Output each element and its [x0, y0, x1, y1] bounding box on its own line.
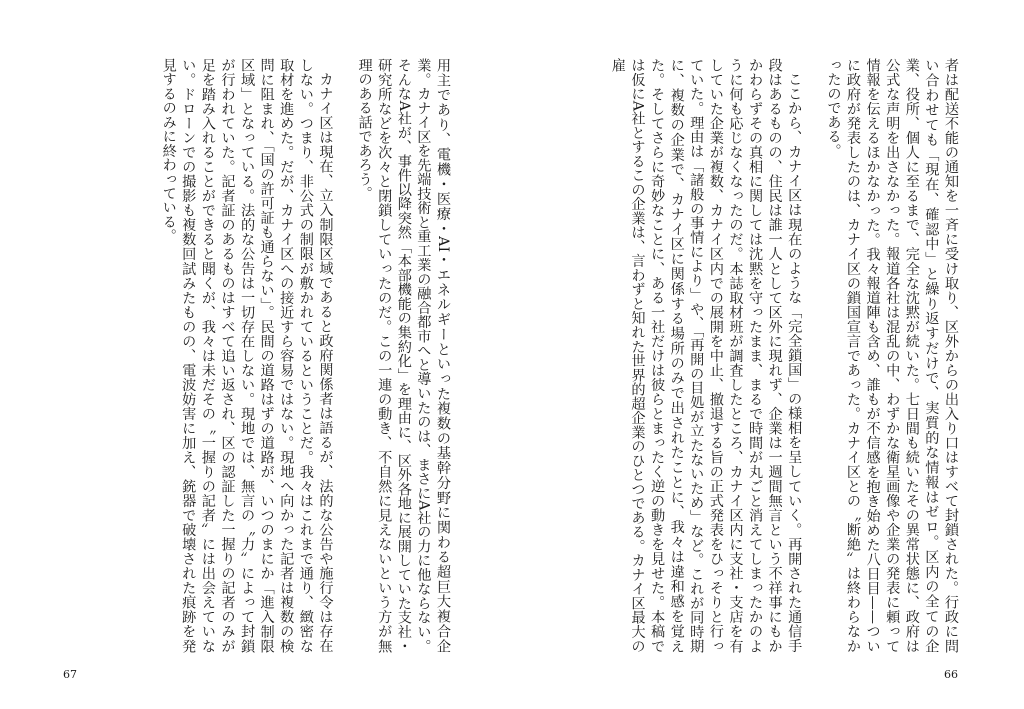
page-number-right: 66	[944, 668, 958, 681]
left-paragraph-2: カナイ区は現在、立入制限区域であると政府関係者は語るが、法的な公告や施行令は存在しない。つまり、非公式の制限が敷かれているということだ。我々はこれまで通り、緻密な取材を進めた。だが、カナイ区への接近すら容易ではない。現地へ向かった記者は複数の検問に阻まれ、「国の許可証も通らない」。民間の道路はずの道路が、いつのまにか「進入制限区域」となっている。法的な公告は一切存在しない。現地では、無言の〝力〟によって封鎖が行われていた。記者証のあるものはすべて追い返され、区の認証した一握りの記者のみが足を踏み入れることができると聞くが、我々は未だその〝一握りの記者〟には出会えていない。ドローンでの撮影も複数回試みたものの、電波妨害に加え、銃器で破壊された痕跡を発見するのみに終わっている。	[160, 58, 334, 653]
right-page	[512, 0, 1024, 709]
right-paragraph-1: 者は配送不能の通知を一斉に受け取り、区外からの出入り口はすべて封鎖された。行政に問い合わせても「現在、確認中」と繰り返すだけで、実質的な情報はゼロ。区内の全ての企業、役所、個人に至るまで、完全な沈黙が続いた。七日間も続いたその異常状態に、政府は公式な声明を出さなかった。報道各社は混乱の中、わずかな衛星画像や企業の発表に頼って情報を伝えるほかなかった。我々報道陣も含め、誰もが不信感を抱き始めた八日目——ついに政府が発表したのは、カナイ区の鎖国宣言であった。カナイ区との〝断絶〟は終わらなかったのである。	[825, 58, 959, 653]
paragraph-gap	[803, 58, 823, 653]
left-page-body	[107, 58, 452, 653]
left-paragraph-1: 用主であり、電機・医療・AI・エネルギーといった複数の基幹分野に関わる超巨大複合企業。カナイ区を先端技術と重工業の融合都市へと導いたのは、まさにA社の力に他ならない。そんなA社が、事件以降突然「本部機能の集約化」を理由に、区外各地に展開していた支社・研究所などを次々と閉鎖していったのだ。この一連の動き、不自然に見えないという方が無理のある話であろう。	[356, 58, 451, 653]
paragraph-gap	[334, 58, 354, 653]
right-paragraph-2: ここから、カナイ区は現在のような「完全鎖国」の様相を呈していく。再開された通信手段はあるものの、住民は誰一人として区外に現れず、企業は一週間無言という不祥事にもかかわらずその真相に関しては沈黙を守ったまま、まるで時間が丸ごと消えてしまったかのように何も応じなくなったのだ。本誌取材班が調査したところ、カナイ区内に支社・支店を有していた企業が複数、カナイ区内での展開を中止、撤退する旨の正式発表をひっそりと行っていた。理由は「諸般の事情により」や、「再開の目処が立たないため」など。これが同時期に、複数の企業で、カナイ区に関係する場所のみで出されたことに、我々は違和感を覚えた。そしてさらに奇妙なことに、ある一社だけは彼らとまったく逆の動きを見せた。本稿では仮にA社とするこの企業は、言わずと知れた世界的超企業のひとつである。カナイ区最大の雇	[609, 58, 803, 653]
right-page-body	[610, 58, 960, 653]
page-number-left: 67	[63, 668, 77, 681]
